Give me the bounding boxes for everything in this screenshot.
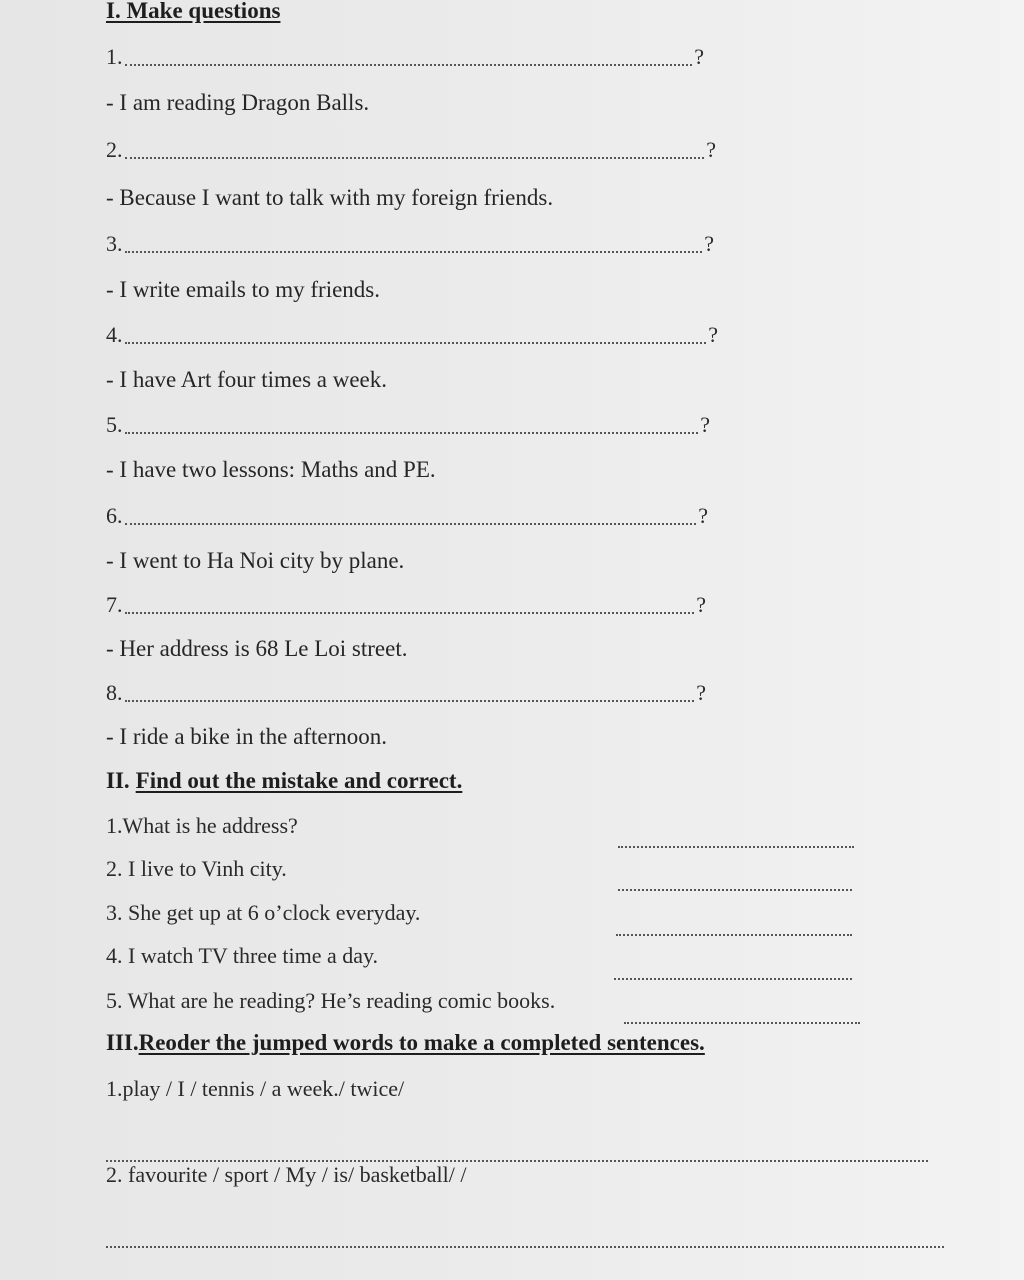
question-line-5 — [106, 412, 710, 438]
answer-sentence-8: - I ride a bike in the afternoon. — [106, 724, 387, 749]
question-number: 6. — [106, 503, 123, 528]
question-line-2 — [106, 137, 716, 163]
question-line-3 — [106, 231, 714, 257]
answer-blank — [125, 686, 695, 702]
question-number: 1. — [106, 44, 123, 69]
answer-blank — [125, 418, 699, 434]
answer-sentence-5: - I have two lessons: Maths and PE. — [106, 457, 436, 482]
section-2-title: Find out the mistake and correct. — [135, 768, 463, 793]
question-mark: ? — [698, 503, 708, 528]
section-1-heading — [106, 0, 280, 24]
correction-blank-2 — [618, 889, 852, 891]
mistake-sentence-2: 2. I live to Vinh city. — [106, 856, 287, 881]
question-line-8 — [106, 680, 706, 706]
answer-blank — [125, 598, 695, 614]
section-3-number: III. — [106, 1030, 139, 1055]
mistake-sentence-5: 5. What are he reading? He’s reading comic books. — [106, 988, 556, 1013]
question-mark: ? — [696, 592, 706, 617]
question-number: 3. — [106, 231, 123, 256]
question-number: 8. — [106, 680, 123, 705]
correction-blank-5 — [624, 1022, 860, 1024]
answer-sentence-3: - I write emails to my friends. — [106, 277, 381, 302]
question-number: 2. — [106, 137, 123, 162]
reorder-words-2: 2. favourite / sport / My / is/ basketball/ / — [106, 1162, 467, 1187]
question-mark: ? — [696, 680, 706, 705]
question-line-6 — [106, 503, 708, 529]
section-2-heading — [106, 768, 462, 794]
mistake-sentence-4: 4. I watch TV three time a day. — [106, 943, 379, 968]
question-number: 4. — [106, 322, 123, 347]
question-number: 5. — [106, 412, 123, 437]
reorder-blank-2 — [106, 1246, 944, 1248]
question-line-4 — [106, 322, 718, 348]
question-mark: ? — [706, 137, 716, 162]
correction-blank-3 — [616, 934, 852, 936]
answer-sentence-2: - Because I want to talk with my foreign friends. — [106, 185, 554, 210]
question-mark: ? — [708, 322, 718, 347]
correction-blank-4 — [614, 978, 852, 980]
question-mark: ? — [704, 231, 714, 256]
section-3-heading — [106, 1030, 705, 1056]
mistake-sentence-1: 1.What is he address? — [106, 813, 298, 838]
correction-blank-1 — [618, 846, 854, 848]
answer-blank — [125, 143, 705, 159]
answer-blank — [125, 50, 693, 66]
answer-blank — [125, 509, 697, 525]
question-mark: ? — [700, 412, 710, 437]
answer-sentence-1: - I am reading Dragon Balls. — [106, 90, 370, 115]
section-2-number: II. — [106, 768, 130, 793]
question-mark: ? — [694, 44, 704, 69]
reorder-words-1: 1.play / I / tennis / a week./ twice/ — [106, 1076, 405, 1101]
mistake-sentence-3: 3. She get up at 6 o’clock everyday. — [106, 900, 421, 925]
question-line-1 — [106, 44, 704, 70]
section-3-title: Reoder the jumped words to make a completed sentences. — [138, 1030, 705, 1055]
answer-sentence-7: - Her address is 68 Le Loi street. — [106, 636, 408, 661]
answer-blank — [125, 328, 707, 344]
answer-sentence-4: - I have Art four times a week. — [106, 367, 388, 392]
question-number: 7. — [106, 592, 123, 617]
answer-blank — [125, 237, 703, 253]
section-1-title: I. Make questions — [106, 0, 281, 23]
answer-sentence-6: - I went to Ha Noi city by plane. — [106, 548, 405, 573]
question-line-7 — [106, 592, 706, 618]
